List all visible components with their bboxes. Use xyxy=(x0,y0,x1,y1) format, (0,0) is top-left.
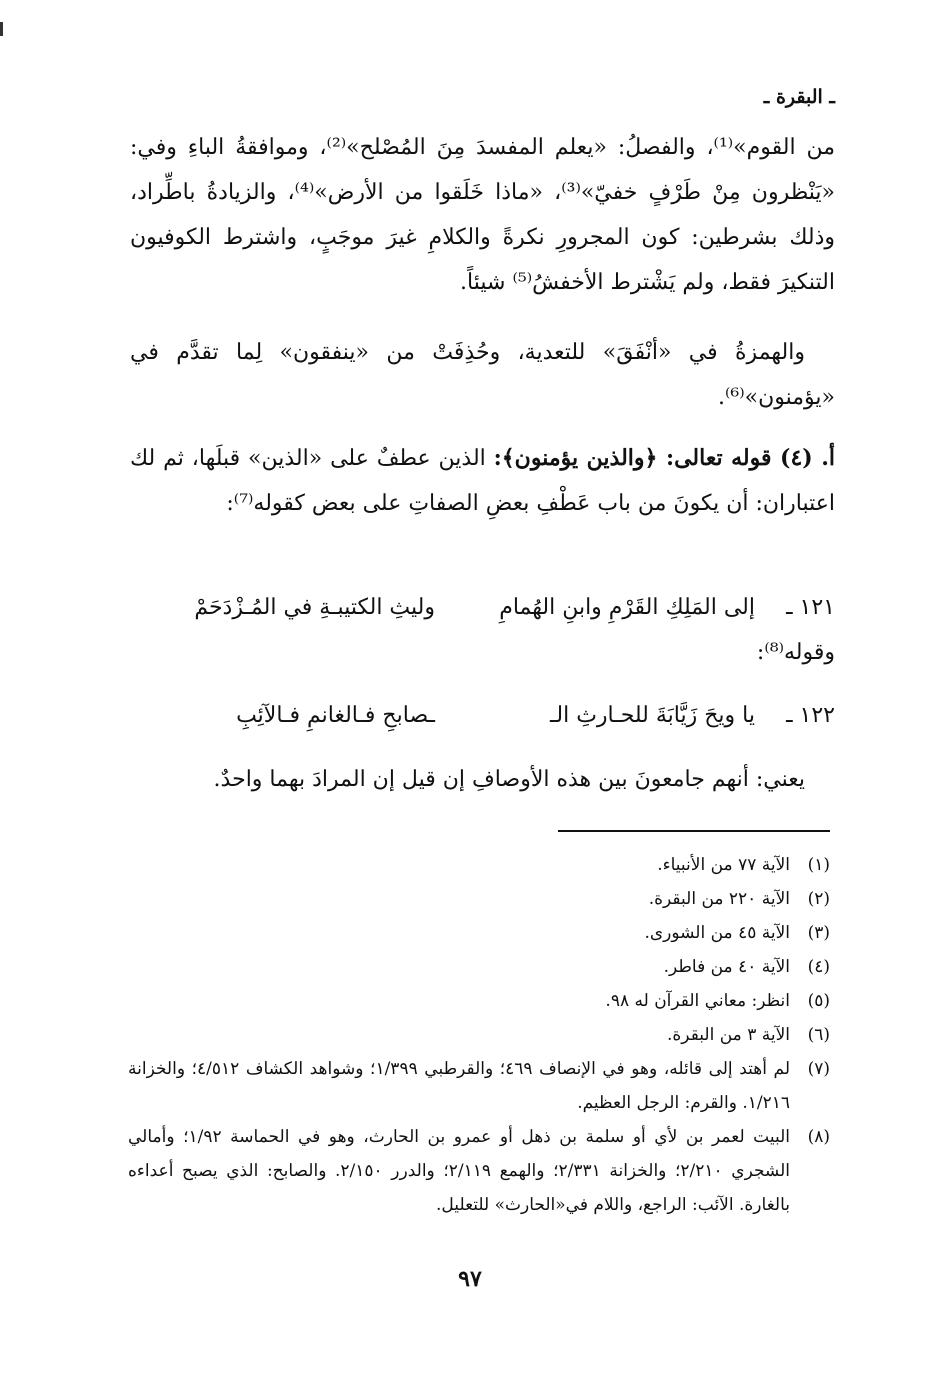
page-number: ٩٧ xyxy=(458,1266,482,1292)
footnote-text: الآية ٣ من البقرة. xyxy=(667,1025,790,1045)
verse-intro: وقوله⁽⁸⁾: xyxy=(756,640,835,665)
footnote-number: (١) xyxy=(807,855,830,875)
verse-second-hemistich: ـصابحِ فـالغانمِ فـالآئِبِ xyxy=(236,703,435,728)
paragraph-4: يعني: أنهم جامعونَ بين هذه الأوصافِ إن قيل إن المرادَ بهما واحدٌ. xyxy=(213,767,805,792)
footnote-text: الآية ٢٢٠ من البقرة. xyxy=(648,889,790,909)
footnote xyxy=(128,916,830,950)
verse-number: ١٢٢ ـ xyxy=(786,703,835,728)
footnote-number: (٤) xyxy=(807,957,830,977)
verse-first-hemistich: إلى المَلِكِ القَرْمِ وابنِ الهُمامِ xyxy=(499,595,755,620)
paragraph-2: والهمزةُ في «أنْفَقَ» للتعدية، وحُذِفَتْ من «ينفقون» لِما تقدَّم في «يؤمنون»⁽⁶⁾. xyxy=(130,340,835,410)
paragraph-3-text: الذين عطفٌ على «الذين» قبلَها، ثم لك اعتباران: أن يكونَ من باب عَطْفِ بعضِ الصفاتِ على بعض كقوله⁽⁷⁾: xyxy=(130,446,835,516)
footnote xyxy=(128,1018,830,1052)
paragraph-1: من القوم»⁽¹⁾، والفصلُ: «يعلم المفسدَ مِنَ المُصْلح»⁽²⁾، وموافقةُ الباءِ وفي: «يَنْظرون مِنْ طَرْفٍ خفيّ»⁽³⁾، «ماذا خَلَقوا من الأرض»⁽⁴⁾، والزيادةُ باطِّراد، وذلك بشرطين: كون المجرورِ نكرةً والكلامِ غيرَ موجَبٍ، واشترط الكوفيون التنكيرَ فقط، ولم يَشْترط الأخفشُ⁽⁵⁾ شيئاً. xyxy=(130,135,836,295)
footnote-number: (٨) xyxy=(807,1127,830,1147)
footnote-number: (٢) xyxy=(807,889,830,909)
verse-first-hemistich: يا ويحَ زَيَّابَةَ للحـارثِ الـ xyxy=(549,703,755,728)
footnote-text: لم أهتد إلى قائله، وهو في الإنصاف ٤٦٩؛ والقرطبي ١/٣٩٩؛ وشواهد الكشاف ٤/٥١٢؛ والخزانة ١/٢١٦. والقرم: الرجل العظيم. xyxy=(128,1059,790,1113)
footnote-text: انظر: معاني القرآن له ٩٨. xyxy=(605,991,790,1011)
running-header: ـ البقرة ـ xyxy=(763,86,835,108)
footnote xyxy=(128,882,830,916)
footnote xyxy=(128,950,830,984)
footnote xyxy=(128,984,830,1018)
footnote-separator xyxy=(558,830,830,832)
footnote-number: (٣) xyxy=(807,923,830,943)
footnotes xyxy=(128,848,830,1222)
verse-reference: أ. (٤) قوله تعالى: ﴿والذين يؤمنون﴾: xyxy=(493,445,836,471)
verse-number: ١٢١ ـ xyxy=(786,595,835,620)
paragraph-3 xyxy=(130,436,835,526)
verse-second-hemistich: وليثِ الكتيبـةِ في المُـزْدَحَمْ xyxy=(194,595,435,620)
footnote xyxy=(128,1052,830,1120)
footnote-number: (٥) xyxy=(807,991,830,1011)
footnote xyxy=(128,848,830,882)
footnote-text: الآية ٧٧ من الأنبياء. xyxy=(657,855,790,875)
footnote-number: (٧) xyxy=(807,1059,830,1079)
footnote-text: البيت لعمر بن لأي أو سلمة بن ذهل أو عمرو بن الحارث، وهو في الحماسة ١/٩٢؛ وأمالي الشجري ٢/٢١٠؛ والخزانة ٢/٣٣١؛ والهمع ٢/١١٩؛ والدرر ٢/١٥٠. والصابح: الذي يصبح أعداءه بالغارة. الآئب: الراجع، واللام في«الحارث» للتعليل. xyxy=(128,1127,791,1215)
poetry-verse-121 xyxy=(130,585,835,630)
poetry-verse-122 xyxy=(130,693,835,738)
footnote-text: الآية ٤٠ من فاطر. xyxy=(663,957,790,977)
footnote-number: (٦) xyxy=(807,1025,830,1045)
footnote-text: الآية ٤٥ من الشورى. xyxy=(644,923,790,943)
footnote xyxy=(128,1120,830,1222)
scan-edge-mark xyxy=(0,22,3,36)
